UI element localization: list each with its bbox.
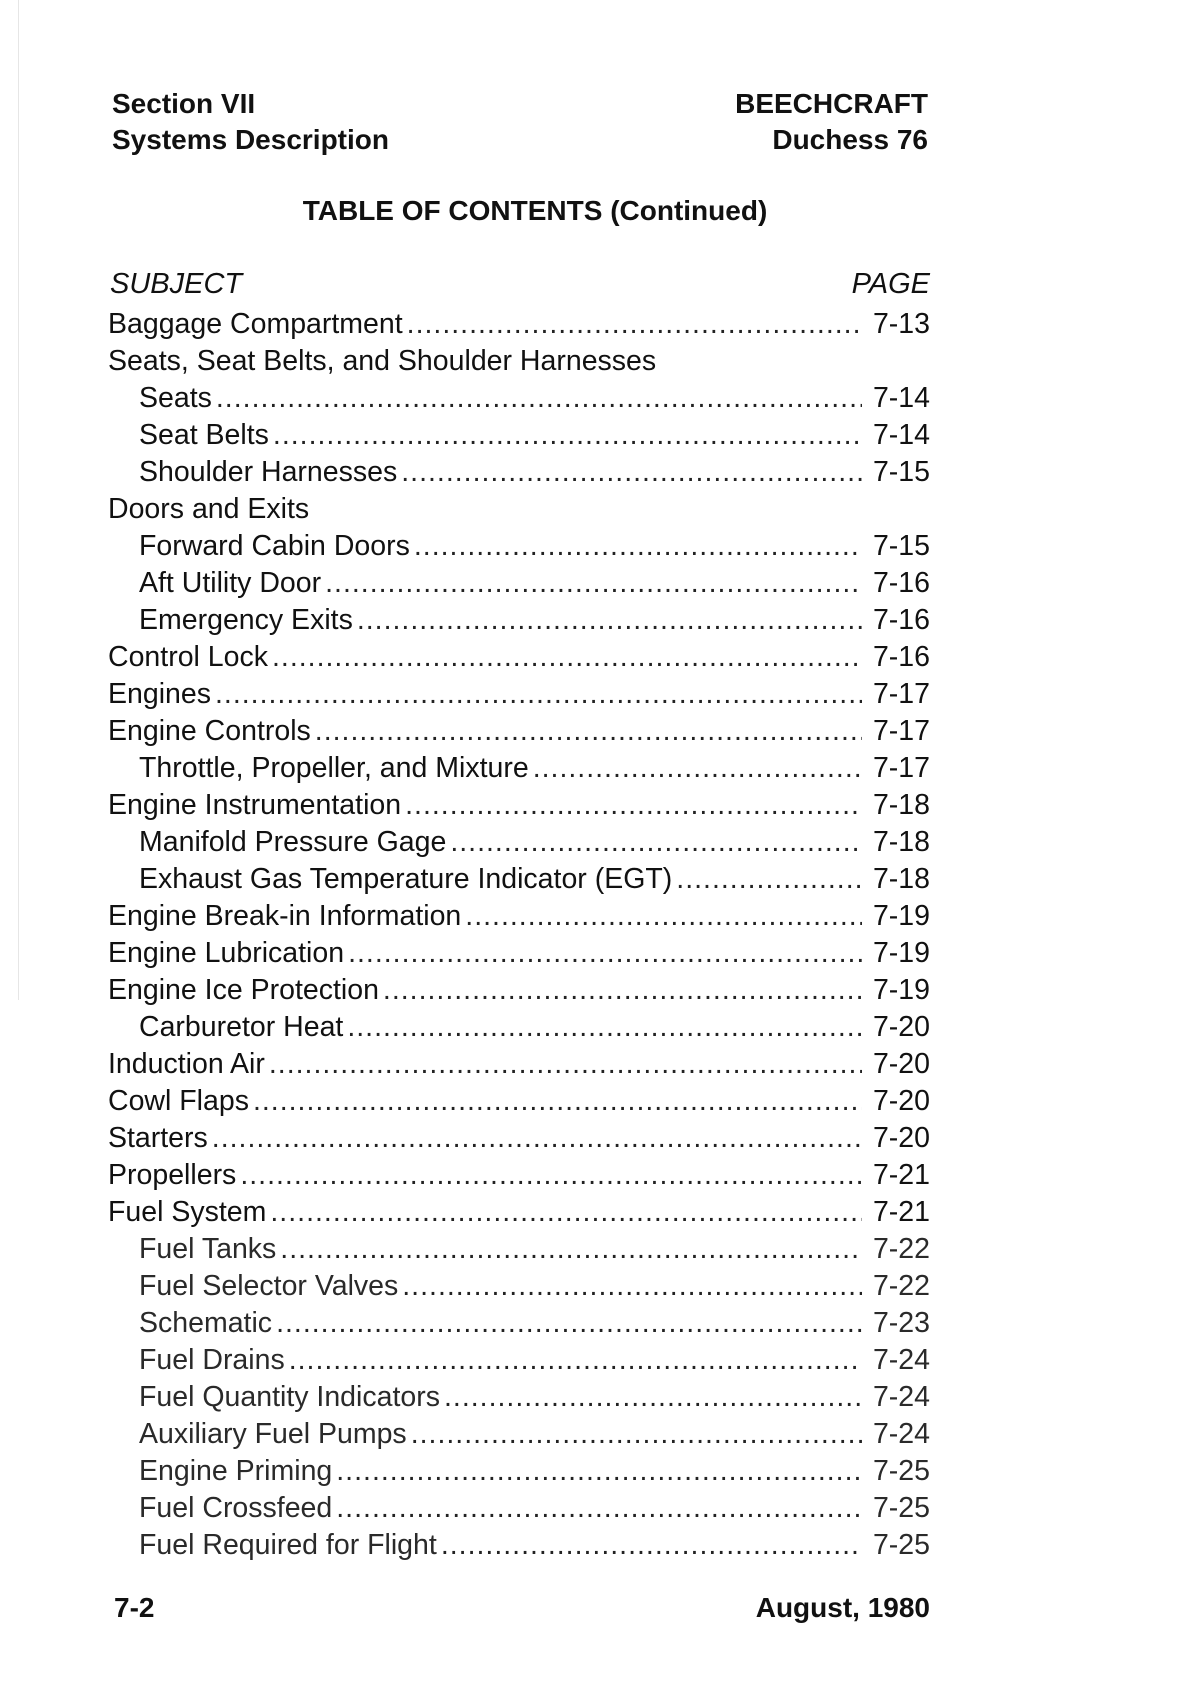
page-number: 7-2	[114, 1592, 155, 1623]
page-column-header: PAGE	[851, 268, 930, 300]
toc-entry	[108, 382, 930, 419]
toc-entry	[108, 1344, 930, 1381]
toc-entry-label: Engines	[108, 678, 211, 710]
dot-leader	[441, 1529, 862, 1562]
toc-entry-page: 7-20	[872, 1011, 930, 1043]
toc-entry-page: 7-15	[872, 456, 930, 488]
dot-leader	[269, 1048, 862, 1081]
dot-leader	[336, 1455, 862, 1488]
toc-entry-label: Engine Lubrication	[108, 937, 345, 969]
toc-entry-page: 7-13	[872, 308, 930, 340]
dot-leader	[401, 456, 862, 489]
toc-entry-page: 7-23	[872, 1307, 930, 1339]
toc-entry-label: Fuel Quantity Indicators	[139, 1381, 440, 1413]
toc-entry-label: Engine Ice Protection	[108, 974, 379, 1006]
toc-entry-page: 7-20	[872, 1122, 930, 1154]
toc-entry-label: Baggage Compartment	[108, 308, 403, 340]
toc-entry	[108, 1270, 930, 1307]
toc-entry-label: Fuel Drains	[139, 1344, 285, 1376]
dot-leader	[280, 1233, 862, 1266]
toc-entry-label: Carburetor Heat	[139, 1011, 344, 1043]
dot-leader	[215, 678, 862, 711]
toc-entry-label: Manifold Pressure Gage	[139, 826, 447, 858]
toc-entry	[108, 1492, 930, 1529]
toc-entry-page: 7-16	[872, 567, 930, 599]
toc-entry	[108, 567, 930, 604]
toc-entry-page: 7-16	[872, 604, 930, 636]
toc-entry-page: 7-15	[872, 530, 930, 562]
toc-entry	[108, 1233, 930, 1270]
toc-entry-label: Fuel Crossfeed	[139, 1492, 333, 1524]
toc-entry-page: 7-24	[872, 1344, 930, 1376]
toc-entry-label: Engine Controls	[108, 715, 311, 747]
toc-entry-label: Schematic	[139, 1307, 273, 1339]
dot-leader	[325, 567, 862, 600]
dot-leader	[348, 937, 862, 970]
dot-leader	[253, 1085, 862, 1118]
toc-entry-page: 7-17	[872, 715, 930, 747]
revision-date: August, 1980	[755, 1592, 930, 1623]
toc-entry	[108, 752, 930, 789]
toc-entry-page: 7-25	[872, 1492, 930, 1524]
toc-entry-page: 7-24	[872, 1418, 930, 1450]
dot-leader	[273, 419, 862, 452]
dot-leader	[272, 641, 862, 674]
toc-entry-label: Seat Belts	[139, 419, 269, 451]
toc-column-headers	[110, 268, 930, 301]
toc-entry-label: Aft Utility Door	[139, 567, 322, 599]
section-title: Systems Description	[112, 124, 389, 155]
toc-entry-page: 7-18	[872, 789, 930, 821]
dot-leader	[450, 826, 862, 859]
toc-entry-label: Shoulder Harnesses	[139, 456, 398, 488]
toc-entry	[108, 641, 930, 678]
toc-entry	[108, 456, 930, 493]
toc-entry-page: 7-25	[872, 1529, 930, 1561]
toc-entry-label: Seats, Seat Belts, and Shoulder Harnesses	[108, 345, 657, 377]
toc-entry	[108, 493, 930, 530]
section-header	[112, 86, 389, 158]
dot-leader	[533, 752, 862, 785]
toc-entry	[108, 974, 930, 1011]
toc-entry	[108, 1307, 930, 1344]
dot-leader	[407, 308, 862, 341]
toc-entry	[108, 308, 930, 345]
toc-entry	[108, 1529, 930, 1566]
manufacturer: BEECHCRAFT	[735, 88, 928, 119]
toc-entry	[108, 1159, 930, 1196]
toc-entry-page: 7-19	[872, 900, 930, 932]
dot-leader	[405, 789, 862, 822]
dot-leader	[289, 1344, 862, 1377]
toc-entry	[108, 789, 930, 826]
section-number: Section VII	[112, 88, 256, 119]
dot-leader	[383, 974, 862, 1007]
subject-column-header: SUBJECT	[110, 268, 243, 300]
toc-entry	[108, 937, 930, 974]
toc-entry-page: 7-22	[872, 1270, 930, 1302]
toc-entry-label: Fuel Tanks	[139, 1233, 277, 1265]
scan-edge-line	[18, 0, 19, 1000]
dot-leader	[444, 1381, 862, 1414]
toc-entry-page: 7-24	[872, 1381, 930, 1413]
dot-leader	[315, 715, 862, 748]
toc-entry	[108, 1455, 930, 1492]
toc-entry-page: 7-18	[872, 863, 930, 895]
dot-leader	[276, 1307, 862, 1340]
toc-entry-label: Forward Cabin Doors	[139, 530, 410, 562]
toc-entry-page: 7-21	[872, 1159, 930, 1191]
toc-entry-label: Induction Air	[108, 1048, 265, 1080]
toc-entry	[108, 345, 930, 382]
toc-entry-label: Doors and Exits	[108, 493, 310, 525]
toc-entry-page: 7-21	[872, 1196, 930, 1228]
toc-entry	[108, 900, 930, 937]
toc-entry-label: Throttle, Propeller, and Mixture	[139, 752, 529, 784]
toc-entry-page: 7-18	[872, 826, 930, 858]
toc-entry	[108, 826, 930, 863]
toc-entry	[108, 863, 930, 900]
dot-leader	[414, 530, 862, 563]
dot-leader	[402, 1270, 862, 1303]
dot-leader	[216, 382, 862, 415]
toc-entry-page: 7-17	[872, 752, 930, 784]
toc-entry	[108, 604, 930, 641]
toc-entry	[108, 678, 930, 715]
toc-entry-label: Engine Priming	[139, 1455, 333, 1487]
toc-entry-page: 7-22	[872, 1233, 930, 1265]
toc-entry-label: Starters	[108, 1122, 208, 1154]
toc-entry-label: Seats	[139, 382, 212, 414]
toc-entry-label: Fuel System	[108, 1196, 267, 1228]
toc-entry-page: 7-16	[872, 641, 930, 673]
dot-leader	[357, 604, 862, 637]
toc-entry-page: 7-17	[872, 678, 930, 710]
dot-leader	[465, 900, 862, 933]
aircraft-header	[735, 86, 928, 158]
dot-leader	[336, 1492, 862, 1525]
toc-entry	[108, 1011, 930, 1048]
toc-entry-page: 7-19	[872, 974, 930, 1006]
toc-entry	[108, 1196, 930, 1233]
toc-entry	[108, 1381, 930, 1418]
toc-entry-page: 7-14	[872, 382, 930, 414]
toc-entry-label: Fuel Selector Valves	[139, 1270, 399, 1302]
toc-entry	[108, 1048, 930, 1085]
dot-leader	[212, 1122, 862, 1155]
toc-entry-page: 7-19	[872, 937, 930, 969]
toc-entry-label: Auxiliary Fuel Pumps	[139, 1418, 407, 1450]
toc-entry	[108, 1418, 930, 1455]
dot-leader	[347, 1011, 862, 1044]
page-title: TABLE OF CONTENTS (Continued)	[302, 195, 768, 226]
toc-entry-label: Engine Instrumentation	[108, 789, 402, 821]
toc-entry-label: Cowl Flaps	[108, 1085, 249, 1117]
toc-entry	[108, 419, 930, 456]
toc-entry	[108, 715, 930, 752]
toc-entry-label: Propellers	[108, 1159, 237, 1191]
toc-entry-label: Exhaust Gas Temperature Indicator (EGT)	[139, 863, 673, 895]
toc-entry-page: 7-14	[872, 419, 930, 451]
toc-entry-label: Fuel Required for Flight	[139, 1529, 437, 1561]
dot-leader	[411, 1418, 862, 1451]
toc-entry-label: Engine Break-in Information	[108, 900, 462, 932]
toc-entry	[108, 530, 930, 567]
toc-entry-page: 7-20	[872, 1085, 930, 1117]
toc-entry	[108, 1122, 930, 1159]
dot-leader	[240, 1159, 862, 1192]
toc-entry	[108, 1085, 930, 1122]
toc-entry-page: 7-20	[872, 1048, 930, 1080]
table-of-contents	[108, 308, 930, 1566]
toc-entry-label: Control Lock	[108, 641, 268, 673]
dot-leader	[270, 1196, 862, 1229]
dot-leader	[676, 863, 862, 896]
toc-entry-label: Emergency Exits	[139, 604, 353, 636]
toc-entry-page: 7-25	[872, 1455, 930, 1487]
aircraft-model: Duchess 76	[772, 124, 928, 155]
